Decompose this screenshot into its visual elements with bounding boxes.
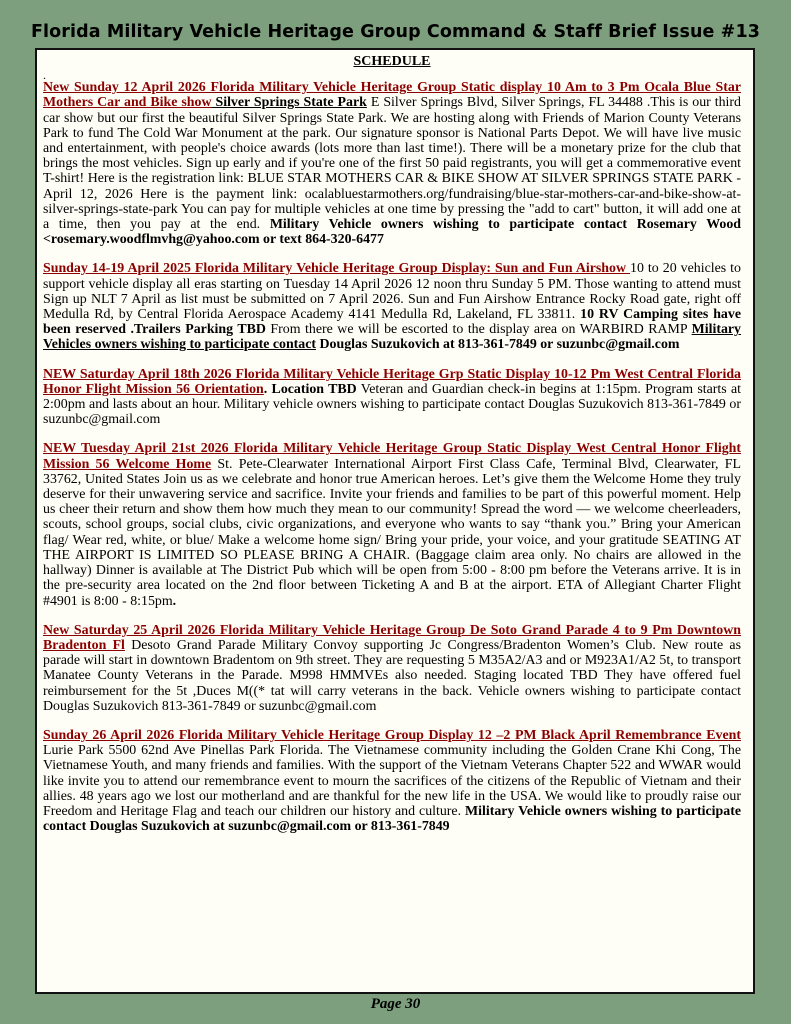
event-contact: Douglas Suzukovich at 813-361-7849 or suzunbc@gmail.com [316,337,680,353]
event-contact-heading: Military Vehicles owners wishing to participate contact [43,322,741,353]
event-entry-de-soto-parade [43,623,741,714]
event-body: E Silver Springs Blvd, Silver Springs, FL 34488 .This is our third car show but our first the beautiful Silver Springs State Park. We are hosting along with Friends of Marion County Veterans Park to fund The Cold War Monument at the park. Our signature sponsor is National Parts Depot. We will have live music and entertainment, with people's choice awards (lots more than last time!). There will be a monetary prize for the club that brings the most vehicles. Sign up early and if you're one of the first 50 paid registrants, you will get a commemorative event T-shirt! Here is the registration link: BLUE STAR MOTHERS CAR & BIKE SHOW AT SILVER SPRINGS STATE PARK - April 12, 2026 Here is the payment link: ocalabluestarmothers.org/fundraising/blue-star-mothers-car-and-bike-show-at-silver-springs-state-park You can pay for multiple vehicles at one time by pressing the "add to cart" button, it will add one at a time, then you pay at the end. [43,95,741,233]
event-contact: Military Vehicle owners wishing to participate contact Rosemary Wood <rosemary.woodflmvhg@yahoo.com or text 864-320-6477 [43,217,741,248]
event-body: 10 to 20 vehicles to support vehicle display all eras starting on Tuesday 14 April 2026 12 noon thru Sunday 5 PM. Those wanting to attend must Sign up NLT 7 April as list must be submitted on 7 April 2026. Sun and Fun Airshow Entrance Rocky Road gate, right off Medulla Rd, by Central Florida Aerospace Academy 4141 Medulla Rd, Lakeland, FL 33811. [43,261,741,323]
event-location: . Location TBD [263,381,357,397]
event-body: Veteran and Guardian check-in begins at 1:15pm. Program starts at 2:00pm and lasts about an hour. Military vehicle owners wishing to participate contact Douglas Suzukovich 813-361-7849 or suzunbc@gmail.com [43,381,741,428]
event-body: Desoto Grand Parade Military Convoy supporting Jc Congress/Bradenton Women’s Club. New route as parade will start in downtown Bradentom on 9th street. They are requesting 5 M35A2/A3 and or M923A1/A2 5t, to transport Manatee County Veterans in the Parade. M998 HMMVEs also needed. Staging located TBD They have offered fuel reimbursement for the 5t ,Duces M((* tat will carry veterans in the back. Vehicle owners wishing to participate contact Douglas Suzukovich 813-361-7849 or suzunbc@gmail.com [43,637,742,714]
event-title: New Saturday 25 April 2026 Florida Military Vehicle Heritage Group De Soto Grand Parade 4 to 9 Pm Downtown Bradenton Fl [43,622,741,653]
schedule-panel [35,48,755,994]
event-contact: Military Vehicle owners wishing to participate contact Douglas Suzukovich at suzunbc@gmail.com or 813-361-7849 [43,803,742,835]
event-title: NEW Saturday April 18th 2026 Florida Military Vehicle Heritage Grp Static Display 10-12 Pm West Central Florida Honor Flight Mission 56 Orientation [43,366,741,397]
page-header-title: Florida Military Vehicle Heritage Group Command & Staff Brief Issue #13 [31,22,760,42]
stray-mark: . [43,68,46,83]
event-entry-honor-flight-welcome-home [43,441,741,608]
event-title: Sunday 14-19 April 2025 Florida Military Vehicle Heritage Group Display: Sun and Fun Airshow [43,261,631,277]
event-body: Lurie Park 5500 62nd Ave Pinellas Park Florida. The Vietnamese community including the Golden Crane Khi Cong, The Vietnamese Youth, and many friends and families. With the support of the Vietnam Veterans Chapter 522 and WWAR would like invite you to attend our remembrance event to mourn the sacrifices of the citizens of the Republic of Vietnam and their allies. 48 years ago we lost our motherland and are thankful for the new life in the USA. We would like to proudly raise our Freedom and Heritage Flag and teach our children our history and culture. [43,743,741,819]
event-entry-honor-flight-orientation [43,367,741,428]
event-title: New Sunday 12 April 2026 Florida Military Vehicle Heritage Group Static display 10 Am to 3 Pm Ocala Blue Star Mothers Car and Bike show [43,80,741,111]
event-entry-black-april [43,728,741,834]
event-venue: Silver Springs State Park [211,95,367,111]
event-entry-sun-and-fun [43,261,741,352]
event-body-continued: From there we will be escorted to the display area on WARBIRD RAMP [265,322,692,338]
event-title: Sunday 26 April 2026 Florida Military Vehicle Heritage Group Display 12 –2 PM Black April Remembrance Event [43,727,741,743]
page-number: Page 30 [370,996,421,1012]
event-highlight: 10 RV Camping sites have been reserved .Trailers Parking TBD [43,307,741,338]
schedule-heading: SCHEDULE [353,54,431,69]
event-title: NEW Tuesday April 21st 2026 Florida Military Vehicle Heritage Group Static Display West Central Honor Flight Mission 56 Welcome Home [43,441,741,472]
event-end-mark: . [172,593,177,609]
event-body: St. Pete-Clearwater International Airport First Class Cafe, Terminal Blvd, Clearwater, FL 33762, United States Join us as we celebrate and honor true American heroes. Let’s give them the Welcome Home they truly deserve for their unwavering service and sacrifice. Invite your friends and families to be part of this powerful moment. Help us cheer their return and show them how much they mean to our community! Spread the word — we welcome cheerleaders, scouts, school groups, social clubs, civic organizations, and everyone who wants to say “thank you.” Bring your American flag/ Wear red, white, or blue/ Make a welcome home sign/ Bring your pride, your voice, and your gratitude SEATING AT THE AIRPORT IS LIMITED SO PLEASE BRING A CHAIR. (Baggage claim area only. No chairs are allowed in the hallway) Dinner is available at The District Pub which will be open from 5:00 - 8:00 pm before the Veterans arrive. It is in the pre-security area located on the 2nd floor between Ticketing A and B at the airport. ETA of Allegiant Charter Flight #4901 is 8:00 - 8:15pm [43,456,741,609]
event-entry-blue-star-car-show [43,80,741,247]
